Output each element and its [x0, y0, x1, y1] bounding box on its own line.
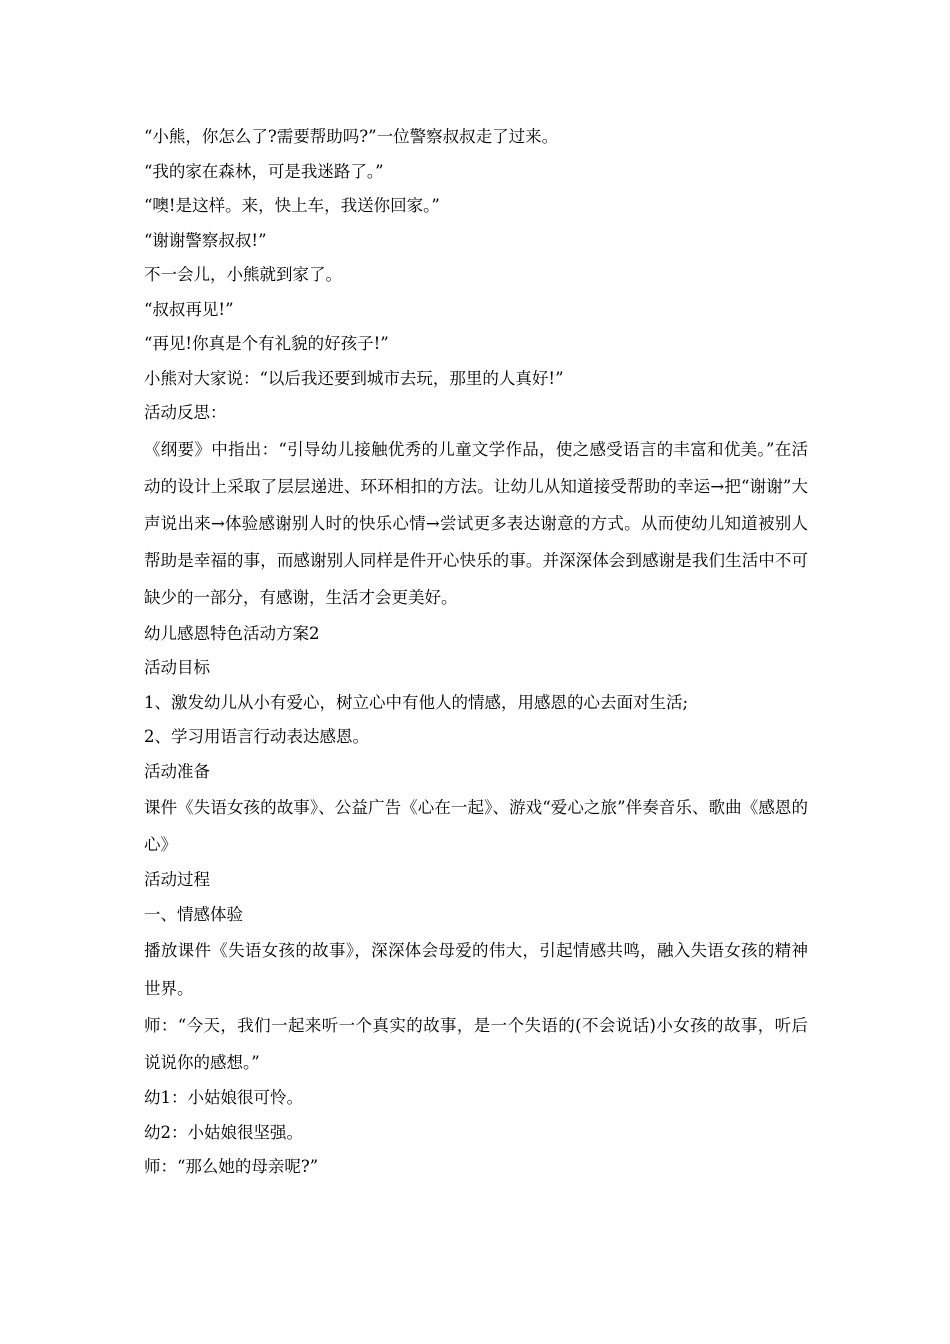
section-heading-preparation: 活动准备: [144, 761, 210, 781]
text-line: 不一会儿，小熊就到家了。: [144, 265, 342, 284]
section-heading-process: 活动过程: [144, 870, 210, 890]
teacher-paragraph: 师：“今天，我们一起来听一个真实的故事，是一个失语的(不会说话)小女孩的故事，听后说说你的感想。”: [144, 1015, 808, 1073]
text-line: “噢!是这样。来，快上车，我送你回家。”: [144, 196, 440, 215]
materials-paragraph: 课件《失语女孩的故事》、公益广告《心在一起》、游戏“爱心之旅”伴奏音乐、歌曲《感恩的心》: [144, 798, 808, 855]
text-line: “叔叔再见!”: [144, 299, 234, 319]
section-heading-reflection: 活动反思：: [144, 403, 227, 422]
dialogue-line: 幼1：小姑娘很可怜。: [144, 1088, 303, 1108]
text-line: “再见!你真是个有礼貌的好孩子!”: [144, 334, 389, 353]
text-line: “我的家在森林，可是我迷路了。”: [144, 161, 384, 181]
goal-item: 1、激发幼儿从小有爱心，树立心中有他人的情感，用感恩的心去面对生活;: [144, 692, 689, 712]
goal-item: 2、学习用语言行动表达感恩。: [144, 727, 369, 747]
plan-title: 幼儿感恩特色活动方案2: [144, 623, 320, 643]
subsection-heading: 一、情感体验: [144, 904, 243, 924]
dialogue-line: 幼2：小姑娘很坚强。: [144, 1122, 303, 1142]
section-heading-goals: 活动目标: [144, 658, 210, 678]
text-line: “小熊，你怎么了?需要帮助吗?”一位警察叔叔走了过来。: [144, 127, 559, 146]
experience-paragraph: 播放课件《失语女孩的故事》，深深体会母爱的伟大，引起情感共鸣，融入失语女孩的精神世界。: [144, 941, 808, 998]
dialogue-line: 师：“那么她的母亲呢?”: [144, 1157, 319, 1177]
text-line: 小熊对大家说：“以后我还要到城市去玩，那里的人真好!”: [144, 368, 564, 388]
text-line: “谢谢警察叔叔!”: [144, 230, 267, 250]
reflection-paragraph: 《纲要》中指出：“引导幼儿接触优秀的儿童文学作品，使之感受语言的丰富和优美。”在活动的设计上采取了层层递进、环环相扣的方法。让幼儿从知道接受帮助的幸运→把“谢谢”大声说出来→体验感谢别人时的快乐心情→尝试更多表达谢意的方式。从而使幼儿知道被别人帮助是幸福的事，而感谢别人同样是件开心快乐的事。并深深体会到感谢是我们生活中不可缺少的一部分，有感谢，生活才会更美好。: [144, 439, 808, 608]
document-page: [144, 120, 808, 1185]
